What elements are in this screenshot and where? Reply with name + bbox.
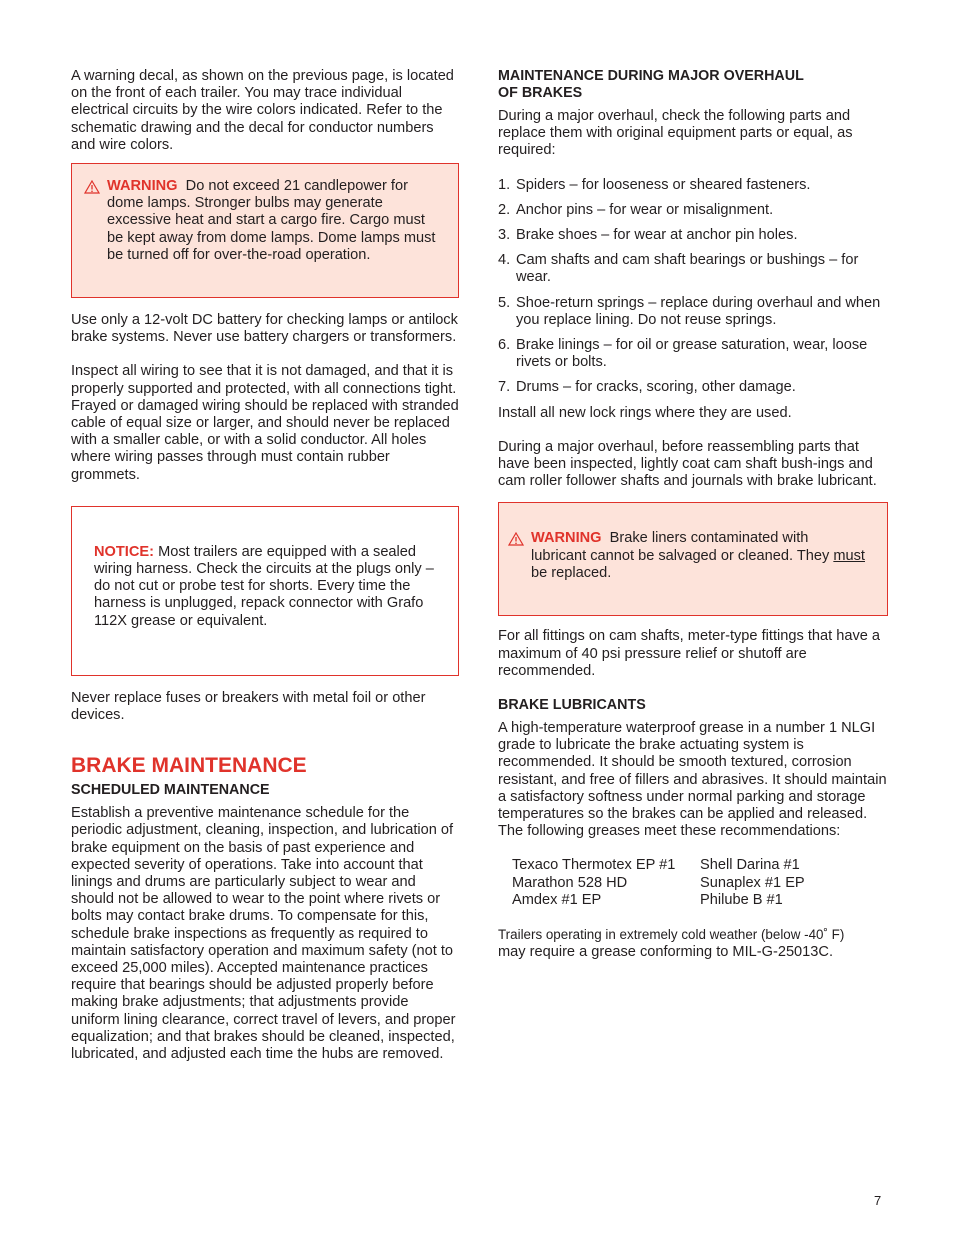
subheading-scheduled-maintenance: SCHEDULED MAINTENANCE — [71, 782, 270, 799]
grease-list — [512, 857, 888, 909]
paragraph-lock-rings: Install all new lock rings where they are used. — [498, 404, 792, 421]
overhaul-checklist — [498, 177, 888, 397]
list-item: 1. Spiders – for looseness or sheared fasteners. — [498, 176, 811, 193]
notice-box-wiring-harness — [71, 506, 459, 676]
list-item: Philube B #1 — [700, 891, 783, 908]
paragraph-battery: Use only a 12-volt DC battery for checking lamps or antilock brake systems. Never use battery chargers or transformers. — [71, 312, 458, 346]
list-item: Shell Darina #1 — [700, 857, 800, 874]
warning-triangle-icon — [508, 532, 524, 546]
paragraph-cold-weather: Trailers operating in extremely cold weather (below -40˚ F) may require a grease conforming to MIL-G-25013C. — [498, 927, 845, 961]
list-item: 7. Drums – for cracks, scoring, other damage. — [498, 379, 796, 396]
list-item: Texaco Thermotex EP #1 — [512, 857, 676, 874]
paragraph-wiring-decal: A warning decal, as shown on the previous page, is located on the front of each trailer. You may trace individual electrical circuits by the wire colors indicated. Refer to the schematic drawing and the decal for conductor numbers and wire colors. — [71, 68, 454, 153]
warning-text-brake-liners: WARNING Brake liners contaminated with lubricant cannot be salvaged or cleaned. They must be replaced. — [531, 530, 865, 581]
page-number: 7 — [874, 1193, 882, 1208]
warning-label: WARNING — [107, 178, 178, 195]
warning-text-dome-lamps: WARNING Do not exceed 21 candlepower for dome lamps. Stronger bulbs may generate excessive heat and start a cargo fire. Cargo must be kept away from dome lamps. Dome lamps must be turned off for over-the-road operation. — [107, 178, 436, 263]
list-item: 3. Brake shoes – for wear at anchor pin holes. — [498, 227, 798, 244]
warning-box-dome-lamps — [71, 163, 459, 298]
heading-brake-lubricants: BRAKE LUBRICANTS — [498, 697, 646, 714]
paragraph-greases-intro: The following greases meet these recommendations: — [498, 823, 841, 840]
paragraph-fuses: Never replace fuses or breakers with metal foil or other devices. — [71, 689, 426, 724]
paragraph-inspect-wiring: Inspect all wiring to see that it is not damaged, and that it is properly supported and protected, with all connections tight. Frayed or damaged wiring should be replaced with stranded cable of equal size or larger, and should never be replaced with a smaller cable, or with a solid conductor. All holes where wiring passes through must contain rubber grommets. — [71, 363, 459, 483]
list-item: 5. Shoe-return springs – replace during overhaul and when you replace lining. Do not reuse springs. — [498, 294, 881, 328]
section-title: BRAKE MAINTENANCE — [71, 754, 307, 778]
paragraph-fittings: For all fittings on cam shafts, meter-type fittings that have a maximum of 40 psi pressure relief or shutoff are recommended. — [498, 628, 881, 679]
list-item: Sunaplex #1 EP — [700, 874, 805, 891]
notice-text: NOTICE: Most trailers are equipped with a sealed wiring harness. Check the circuits at the plugs only – do not cut or probe test for shorts. Every time the harness is unplugged, repack connector with Grafo 112X grease or equivalent. — [94, 543, 434, 629]
paragraph-lubricants: A high-temperature waterproof grease in a number 1 NLGI grade to lubricate the brake actuating system is recommended. It should be smooth textured, corrosion resistant, and free of fillers and abrasives. It should maintain a satisfactory softness under normal parking and storage temperatures so the brakes can be applied and released. — [498, 720, 887, 823]
list-item: Marathon 528 HD — [512, 874, 628, 891]
list-item: 2. Anchor pins – for wear or misalignment. — [498, 201, 774, 218]
warning-triangle-icon — [84, 180, 100, 194]
warning-box-brake-liners — [498, 502, 888, 616]
notice-label: NOTICE: — [94, 543, 154, 560]
warning-label: WARNING — [531, 530, 602, 547]
paragraph-scheduled-maintenance: Establish a preventive maintenance schedule for the periodic adjustment, cleaning, inspection, and lubrication of brake equipment on the basis of past experience and expected severity of operations. Take into account that linings and drums are particularly subject to wear and should not be allowed to wear to the point where rivets or bolts may contact brake drums. To compensate for this, schedule brake inspections as frequently as required to maintain satisfactory operation and maximum safety (not to exceed 25,000 miles). Accepted maintenance practices require that bearings should be adjusted properly before making brake adjustments; that adjustments provide uniform lining clearance, correct travel of levers, and proper equalization; and that brakes should be cleaned, inspected, lubricated, and adjusted each time the hubs are removed. — [71, 805, 456, 1063]
grease-list-right — [700, 857, 888, 909]
list-item: 6. Brake linings – for oil or grease saturation, wear, loose rivets or bolts. — [498, 337, 868, 371]
list-item: Amdex #1 EP — [512, 891, 602, 908]
grease-list-left — [512, 857, 700, 909]
list-item: 4. Cam shafts and cam shaft bearings or bushings – for wear. — [498, 252, 859, 286]
heading-major-overhaul: MAINTENANCE DURING MAJOR OVERHAUL OF BRAKES — [498, 68, 804, 101]
paragraph-overhaul-intro: During a major overhaul, check the following parts and replace them with original equipment parts or equal, as required: — [498, 108, 853, 159]
right-column — [498, 68, 888, 962]
paragraph-lubricate-cam-shafts: During a major overhaul, before reassembling parts that have been inspected, lightly coat cam shaft bush-ings and cam roller follower shafts and journals with brake lubricant. — [498, 438, 877, 490]
left-column — [71, 68, 459, 1063]
